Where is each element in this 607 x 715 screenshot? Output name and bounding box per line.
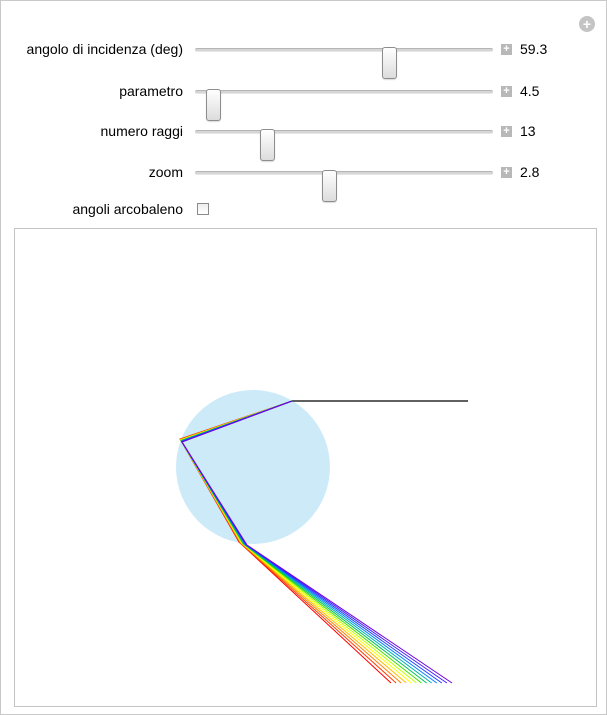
plot-area (14, 228, 597, 707)
slider-row-angle (1, 37, 607, 61)
slider-zoom[interactable] (195, 171, 493, 175)
slider-label-zoom: zoom (148, 164, 183, 180)
slider-label-rays: numero raggi (100, 123, 183, 139)
slider-thumb-angle[interactable] (382, 47, 397, 79)
slider-parameter-expand-icon[interactable]: + (501, 86, 512, 97)
slider-row-rays (1, 119, 607, 143)
slider-value-parameter: 4.5 (520, 83, 540, 99)
slider-zoom-expand-icon[interactable]: + (501, 167, 512, 178)
slider-angle[interactable] (195, 48, 493, 52)
slider-value-angle: 59.3 (520, 41, 548, 57)
rainbow-angles-checkbox[interactable] (197, 203, 209, 215)
slider-label-angle: angolo di incidenza (deg) (26, 41, 183, 57)
slider-label-parameter: parametro (119, 83, 183, 99)
slider-value-zoom: 2.8 (520, 164, 540, 180)
checkbox-label-rainbow-angles: angoli arcobaleno (72, 201, 183, 217)
slider-thumb-rays[interactable] (260, 129, 275, 161)
raindrop-circle (176, 390, 330, 544)
slider-rays-expand-icon[interactable]: + (501, 126, 512, 137)
raindrop-plot (15, 229, 596, 706)
slider-row-parameter (1, 79, 607, 103)
slider-angle-expand-icon[interactable]: + (501, 44, 512, 55)
slider-parameter[interactable] (195, 90, 493, 94)
checkbox-row-rainbow-angles (1, 197, 607, 221)
options-plus-icon[interactable]: + (579, 16, 595, 32)
slider-value-rays: 13 (520, 123, 536, 139)
slider-row-zoom (1, 160, 607, 184)
slider-rays[interactable] (195, 130, 493, 134)
slider-thumb-parameter[interactable] (206, 89, 221, 121)
